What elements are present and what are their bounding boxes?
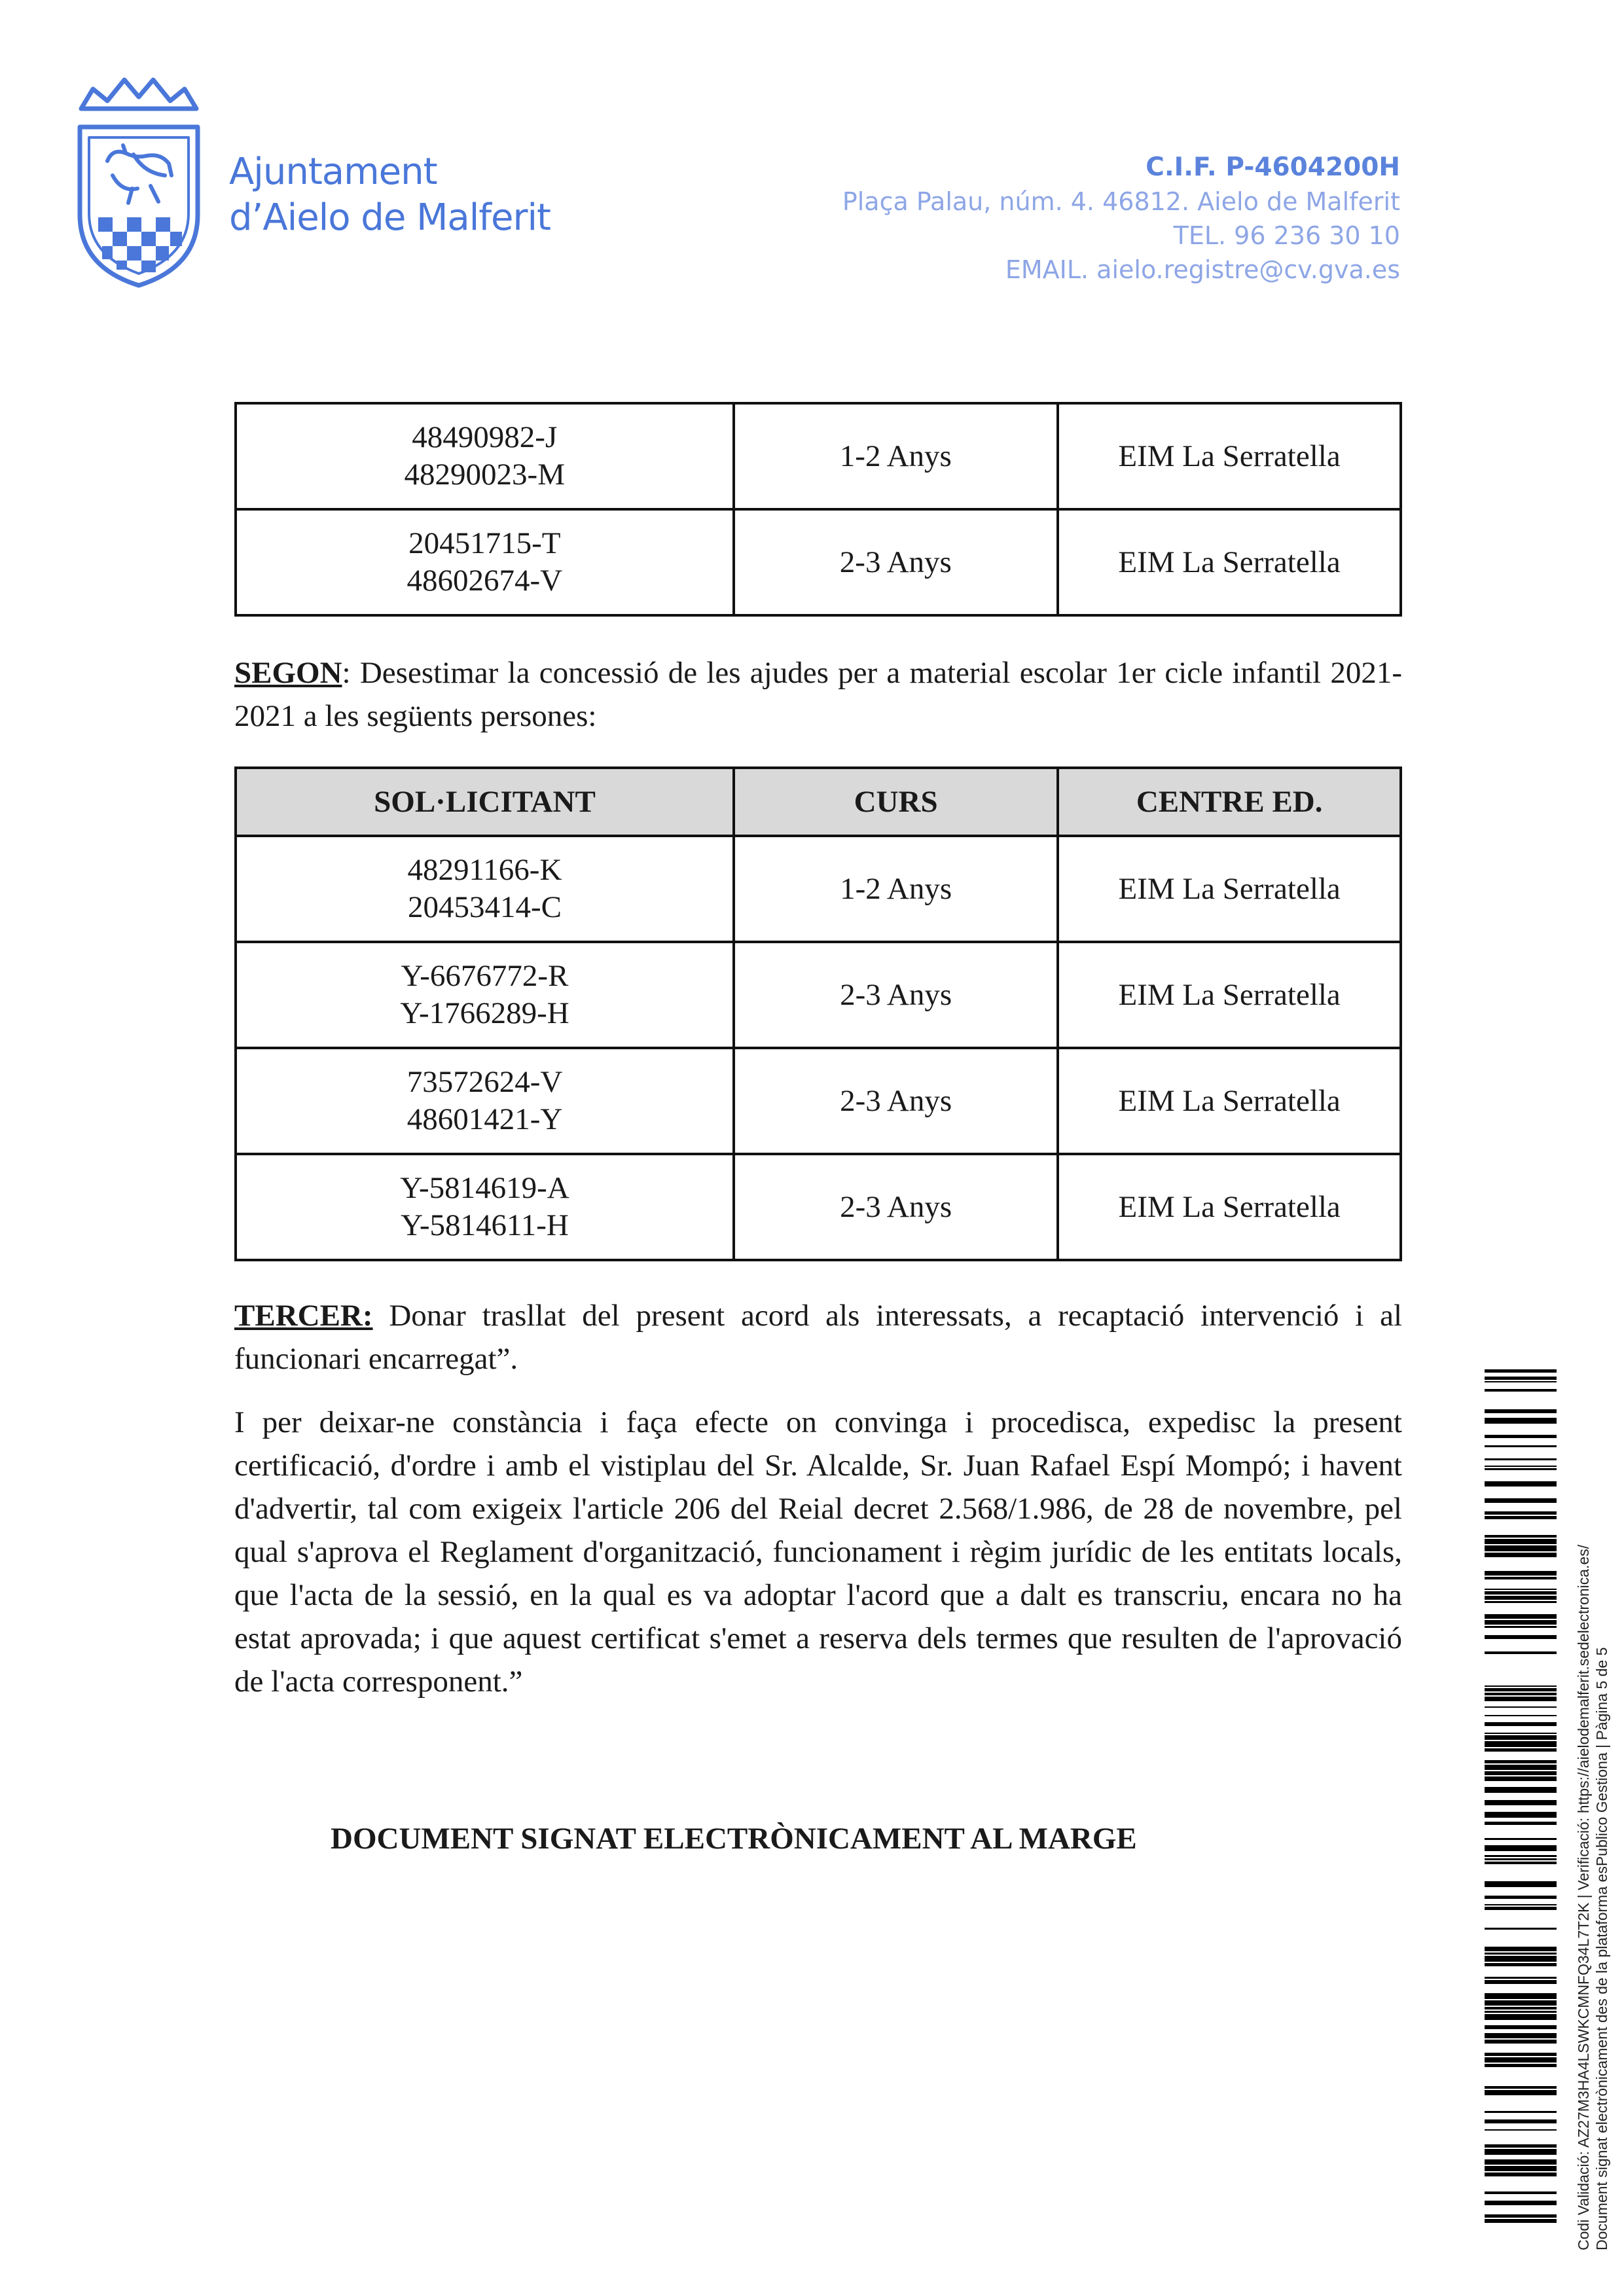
- barcode-bar: [1485, 2159, 1557, 2165]
- course-cell: 2-3 Anys: [734, 942, 1058, 1048]
- table-row: [236, 1154, 1401, 1260]
- barcode-bar: [1485, 1776, 1557, 1781]
- centre-cell: EIM La Serratella: [1058, 509, 1401, 615]
- barcode-bar: [1485, 2166, 1557, 2171]
- applicant-cell: [236, 836, 734, 942]
- barcode-bar: [1485, 2111, 1557, 2113]
- barcode-bar: [1485, 2144, 1557, 2148]
- barcode-bar: [1485, 1498, 1557, 1503]
- tercer-paragraph: [234, 1294, 1402, 1380]
- barcode-bar: [1485, 1812, 1557, 1818]
- table-row: [236, 509, 1401, 615]
- barcode-bar: [1485, 1771, 1557, 1775]
- barcode-bar: [1485, 2025, 1557, 2029]
- barcode-bar: [1485, 2007, 1557, 2010]
- closing-paragraph: I per deixar-ne constància i faça efecte on convinga i procedisca, expedisc la present certificació, d'ordre i amb el vistiplau del Sr. Alcalde, Sr. Juan Rafael Espí Mompó; i havent d'advertir, tal com exigeix l'article 206 del Reial decret 2.568/1.986, de 28 de novembre, pel qual s'aprova el Reglament d'organització, funcionament i règim jurídic de les entitats locals, que l'acta de la sessió, en la qual es va adoptar l'acord que a dalt es transcriu, encara no ha estat aprovada; i que aquest certificat s'emet a reserva dels termes que resulten de l'aprovació de l'acta corresponent.”: [234, 1405, 1402, 1699]
- email-text: EMAIL. aielo.registre@cv.gva.es: [1005, 255, 1400, 284]
- barcode-bar: [1485, 1722, 1557, 1726]
- coat-of-arms-logo: [73, 77, 204, 293]
- barcode-bar: [1485, 1620, 1557, 1625]
- barcode-bar: [1485, 2014, 1557, 2020]
- brand-line-2: d’Aielo de Malferit: [229, 196, 550, 239]
- barcode-bar: [1485, 1539, 1557, 1544]
- barcode-bar: [1485, 1369, 1557, 1373]
- applicant-cell: [236, 1048, 734, 1154]
- centre-cell: EIM La Serratella: [1058, 836, 1401, 942]
- barcode-bar: [1485, 1760, 1557, 1763]
- applicant-id: 48290023-M: [404, 458, 565, 492]
- barcode-bar: [1485, 2000, 1557, 2006]
- barcode-bar: [1485, 1838, 1557, 1840]
- barcode-bar: [1485, 1571, 1557, 1576]
- barcode-bar: [1485, 1589, 1557, 1590]
- barcode-bar: [1485, 1377, 1557, 1380]
- applicant-id: Y-5814611-H: [401, 1208, 569, 1242]
- barcode-bar: [1485, 1693, 1557, 1695]
- barcode-bar: [1485, 2064, 1557, 2067]
- rejected-table: [234, 766, 1402, 1261]
- barcode-bar: [1485, 1904, 1557, 1905]
- barcode-bar: [1485, 1591, 1557, 1595]
- barcode-bar: [1485, 1389, 1557, 1392]
- barcode-bar: [1485, 1845, 1557, 1851]
- barcode-bar: [1485, 1535, 1557, 1538]
- barcode-bar: [1485, 1977, 1557, 1979]
- applicant-id: 48601421-Y: [406, 1102, 563, 1136]
- barcode-bar: [1485, 1635, 1557, 1639]
- applicant-cell: [236, 403, 734, 509]
- barcode: [1485, 1369, 1557, 2227]
- barcode-bar: [1485, 1651, 1557, 1654]
- granted-table: [234, 402, 1402, 617]
- table-row: [236, 836, 1401, 942]
- applicant-id: 20451715-T: [408, 526, 561, 560]
- applicant-id: 73572624-V: [406, 1065, 563, 1099]
- phone-text: TEL. 96 236 30 10: [1173, 221, 1400, 250]
- applicant-cell: [236, 1154, 734, 1260]
- barcode-bar: [1485, 1855, 1557, 1857]
- applicant-id: Y-6676772-R: [401, 959, 569, 993]
- barcode-bar: [1485, 2040, 1557, 2044]
- applicant-id: 48291166-K: [407, 853, 562, 887]
- applicant-id: 20453414-C: [407, 890, 562, 924]
- barcode-bar: [1485, 1928, 1557, 1930]
- address-text: Plaça Palau, núm. 4. 46812. Aielo de Malferit: [842, 187, 1400, 216]
- applicant-id: Y-5814619-A: [400, 1171, 569, 1205]
- barcode-bar: [1485, 1947, 1557, 1951]
- barcode-bar: [1485, 2149, 1557, 2155]
- centre-cell: EIM La Serratella: [1058, 1048, 1401, 1154]
- barcode-bar: [1485, 1614, 1557, 1619]
- barcode-bar: [1485, 1381, 1557, 1382]
- barcode-bar: [1485, 1685, 1557, 1687]
- barcode-bar: [1485, 2090, 1557, 2095]
- barcode-bar: [1485, 1733, 1557, 1734]
- segon-text: : Desestimar la concessió de les ajudes per a material escolar 1er cicle infantil 2021-2021 a les següents persones:: [234, 656, 1402, 733]
- brand-line-1: Ajuntament: [229, 151, 437, 193]
- barcode-bar: [1485, 1822, 1557, 1825]
- barcode-bar: [1485, 2201, 1557, 2205]
- table-row: [236, 403, 1401, 509]
- barcode-bar: [1485, 1956, 1557, 1962]
- applicant-id: 48602674-V: [406, 564, 563, 598]
- barcode-bar: [1485, 1963, 1557, 1966]
- barcode-bar: [1485, 1601, 1557, 1603]
- centre-cell: EIM La Serratella: [1058, 403, 1401, 509]
- header-applicant: SOL·LICITANT: [236, 768, 734, 836]
- header-course: CURS: [734, 768, 1058, 836]
- cif-text: C.I.F. P-4604200H: [1146, 153, 1400, 182]
- barcode-bar: [1485, 1577, 1557, 1579]
- barcode-bar: [1485, 1800, 1557, 1805]
- course-cell: 2-3 Anys: [734, 1154, 1058, 1260]
- course-cell: 1-2 Anys: [734, 836, 1058, 942]
- validation-code-line: Codi Validació: AZ27M3HA4LSWKCMNFQ34L7T2K | Verificació: https://aielodemalferit.sedelectronica.es/: [1575, 1544, 1592, 2250]
- barcode-bar: [1485, 1697, 1557, 1701]
- barcode-bar: [1485, 1715, 1557, 1716]
- barcode-bar: [1485, 1735, 1557, 1740]
- barcode-bar: [1485, 1858, 1557, 1860]
- barcode-bar: [1485, 2119, 1557, 2123]
- barcode-bar: [1485, 1907, 1557, 1910]
- brand-name: [229, 149, 550, 241]
- barcode-bar: [1485, 1516, 1557, 1519]
- barcode-bar: [1485, 1626, 1557, 1628]
- barcode-bar: [1485, 1458, 1557, 1460]
- applicant-cell: [236, 509, 734, 615]
- course-cell: 2-3 Anys: [734, 509, 1058, 615]
- barcode-bar: [1485, 1765, 1557, 1770]
- barcode-bar: [1485, 1881, 1557, 1887]
- applicant-cell: [236, 942, 734, 1048]
- barcode-bar: [1485, 1688, 1557, 1691]
- barcode-bar: [1485, 1993, 1557, 1999]
- contact-block: [842, 151, 1400, 287]
- barcode-bar: [1485, 1896, 1557, 1899]
- table-row: [236, 942, 1401, 1048]
- segon-label: SEGON: [234, 656, 342, 690]
- centre-cell: EIM La Serratella: [1058, 942, 1401, 1048]
- barcode-bar: [1485, 1418, 1557, 1424]
- applicant-id: 48490982-J: [412, 420, 558, 454]
- course-cell: 1-2 Anys: [734, 403, 1058, 509]
- barcode-bar: [1485, 2172, 1557, 2176]
- segon-paragraph: [234, 651, 1402, 738]
- tercer-text: Donar trasllat del present acord als interessats, a recaptació intervenció i al funcionari encarregat”.: [234, 1299, 1402, 1376]
- barcode-bar: [1485, 2057, 1557, 2063]
- validation-margin-text: [1574, 1360, 1611, 2250]
- barcode-bar: [1485, 2214, 1557, 2218]
- signed-notice: DOCUMENT SIGNAT ELECTRÒNICAMENT AL MARGE: [331, 1822, 1137, 1856]
- barcode-bar: [1485, 1468, 1557, 1470]
- barcode-bar: [1485, 2011, 1557, 2013]
- barcode-bar: [1485, 1706, 1557, 1708]
- barcode-bar: [1485, 2219, 1557, 2223]
- table-header-row: [236, 768, 1401, 836]
- barcode-bar: [1485, 1409, 1557, 1413]
- barcode-bar: [1485, 2129, 1557, 2131]
- barcode-bar: [1485, 2033, 1557, 2038]
- barcode-bar: [1485, 1481, 1557, 1487]
- centre-cell: EIM La Serratella: [1058, 1154, 1401, 1260]
- applicant-id: Y-1766289-H: [400, 996, 569, 1030]
- tercer-label: TERCER:: [234, 1299, 373, 1333]
- barcode-bar: [1485, 1980, 1557, 1984]
- barcode-bar: [1485, 1596, 1557, 1600]
- barcode-bar: [1485, 1953, 1557, 1955]
- table-row: [236, 1048, 1401, 1154]
- course-cell: 2-3 Anys: [734, 1048, 1058, 1154]
- barcode-bar: [1485, 1553, 1557, 1557]
- platform-line: Document signat electrònicament des de la plataforma esPublico Gestiona | Pàgina 5 de 5: [1593, 1647, 1610, 2250]
- barcode-bar: [1485, 1511, 1557, 1515]
- barcode-bar: [1485, 1748, 1557, 1752]
- barcode-bar: [1485, 1445, 1557, 1447]
- barcode-bar: [1485, 1862, 1557, 1864]
- barcode-bar: [1485, 2191, 1557, 2194]
- barcode-bar: [1485, 1435, 1557, 1438]
- barcode-bar: [1485, 1741, 1557, 1747]
- header-centre: CENTRE ED.: [1058, 768, 1401, 836]
- barcode-bar: [1485, 2086, 1557, 2089]
- barcode-bar: [1485, 2053, 1557, 2056]
- barcode-bar: [1485, 1466, 1557, 1467]
- barcode-bar: [1485, 1787, 1557, 1793]
- barcode-bar: [1485, 1545, 1557, 1551]
